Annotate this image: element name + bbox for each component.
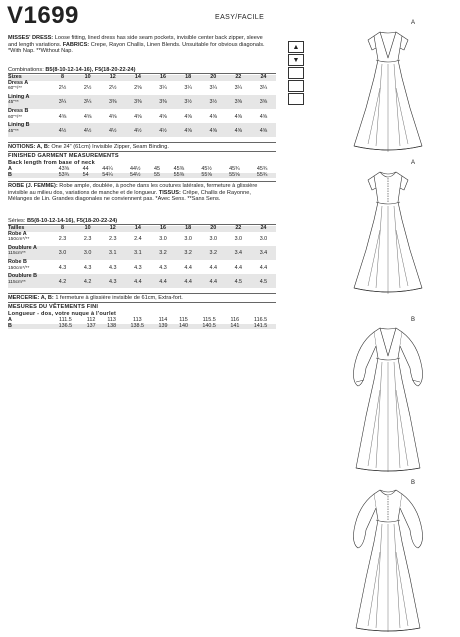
yardage-cell: 4.4 xyxy=(184,278,192,285)
size-cell: 18 xyxy=(185,74,192,80)
size-cell: 16 xyxy=(159,74,166,80)
dress-a-front-illustration xyxy=(338,28,438,158)
yardage-cell: 3¼ xyxy=(159,85,167,92)
series-label: Séries: xyxy=(8,218,26,224)
row-width-label: 115cm** xyxy=(8,251,26,257)
measurement-cell: 115 xyxy=(179,317,188,323)
measurement-cell: 140 xyxy=(178,322,188,329)
yardage-cell: 3⅝ xyxy=(234,99,243,106)
measurement-cell: 141.5 xyxy=(253,322,268,329)
description-en-heading: MISSES' DRESS: xyxy=(8,35,54,41)
yardage-cell: 3.2 xyxy=(159,250,167,257)
row-title-label: Dress A xyxy=(8,79,29,86)
measurement-cell: 138.5 xyxy=(130,322,145,329)
measurement-cell: 113 xyxy=(107,317,116,323)
yardage-cell: 3.0 xyxy=(184,236,192,243)
yardage-cell: 2½ xyxy=(109,85,117,92)
yardage-cell: 4⅝ xyxy=(83,113,92,120)
yardage-cell: 3½ xyxy=(184,99,192,106)
yardage-cell: 3.0 xyxy=(209,236,217,243)
difficulty-label: EASY/FACILE xyxy=(215,14,265,21)
row-width-label: 60"*/** xyxy=(8,114,22,120)
finished-table-fr xyxy=(8,318,276,329)
view-letter: B xyxy=(8,322,12,329)
yardage-cell: 4.5 xyxy=(259,278,268,285)
yardage-cell: 3⅜ xyxy=(159,99,167,106)
fabrics-en-body: Crepe, Rayon Challis, Linen Blends. Unsuitable for obvious diagonals. *With Nap. **Without Nap. xyxy=(8,41,265,54)
size-cell: 14 xyxy=(134,74,141,80)
measurement-cell: 45⅜ xyxy=(173,166,185,172)
measurement-cell: 140.5 xyxy=(202,322,216,329)
spacer-row xyxy=(8,285,276,288)
description-en-body: Loose fitting, lined dress has side seam pockets, invisible center back zipper, sleeve and length variations. xyxy=(8,35,263,48)
yardage-cell: 4⅝ xyxy=(259,127,268,134)
measurement-cell: 116 xyxy=(230,317,240,323)
view-label-a-front: A xyxy=(411,20,416,26)
description-fr xyxy=(8,183,273,203)
size-cell: 24 xyxy=(260,74,267,80)
dress-a-back-illustration xyxy=(338,168,438,298)
measurement-cell: 139 xyxy=(158,322,168,329)
selector-box-empty xyxy=(288,93,304,105)
yardage-cell: 3.0 xyxy=(259,236,268,243)
yardage-cell: 3¼ xyxy=(209,85,217,92)
measurement-cell: 54½ xyxy=(129,171,141,178)
selector-box-empty xyxy=(288,80,304,92)
yardage-cell: 2.4 xyxy=(134,236,142,243)
size-cell: 22 xyxy=(235,225,242,231)
yardage-cell: 3⅜ xyxy=(109,99,117,106)
combinations-label: Combinations: xyxy=(8,67,44,73)
measurement-cell: 55⅝ xyxy=(201,171,212,178)
measurement-cell: 44 xyxy=(82,166,89,172)
size-cell: 20 xyxy=(210,225,217,231)
size-cell: 24 xyxy=(260,225,267,231)
divider xyxy=(8,181,276,182)
measurement-cell: 54 xyxy=(82,171,89,178)
view-label-b-front: B xyxy=(411,317,416,323)
notions-en xyxy=(8,144,273,151)
spacer-row xyxy=(8,134,276,137)
finished-fr-subheading: Longueur - dos, votre nuque à l'ourlet xyxy=(8,311,117,317)
description-en xyxy=(8,35,273,55)
size-cell: 14 xyxy=(134,225,141,231)
size-cell: 12 xyxy=(109,225,116,231)
yardage-cell: 4.4 xyxy=(209,278,217,285)
yardage-cell: 4⅝ xyxy=(159,113,167,120)
pattern-number: V1699 xyxy=(7,2,79,29)
finished-row xyxy=(8,173,276,179)
measurement-cell: 55¾ xyxy=(256,171,268,178)
row-title-label: Robe B xyxy=(8,258,27,265)
view-letter: B xyxy=(8,171,12,178)
measurement-cell: 45½ xyxy=(201,166,212,172)
yardage-table-en xyxy=(8,75,276,137)
view-label-a-back: A xyxy=(411,160,416,166)
measurement-cell: 112 xyxy=(86,317,96,323)
yardage-cell: 3¼ xyxy=(83,99,92,106)
yardage-cell: 4.4 xyxy=(134,278,142,285)
size-cell: 22 xyxy=(235,74,242,80)
yardage-cell: 3.1 xyxy=(134,250,142,257)
notions-fr-label: MERCERIE: A, B: xyxy=(8,295,54,301)
yardage-cell: 4.2 xyxy=(58,278,67,285)
yardage-cell: 3.4 xyxy=(234,250,243,257)
yardage-cell: 3¼ xyxy=(58,99,67,106)
yardage-cell: 4⅝ xyxy=(234,113,243,120)
yardage-cell: 4⅝ xyxy=(209,113,217,120)
yardage-cell: 4.4 xyxy=(209,264,217,271)
size-cell: 8 xyxy=(61,74,65,80)
row-width-label: 45"** xyxy=(8,100,19,106)
combinations-b5: B5(8-10-12-14-16), xyxy=(45,67,94,73)
yardage-cell: 4.5 xyxy=(234,278,243,285)
yardage-cell: 2.3 xyxy=(58,236,67,243)
row-title-label: Lining B xyxy=(8,122,30,129)
measurement-cell: 138 xyxy=(107,322,117,329)
yardage-cell: 2.3 xyxy=(109,236,117,243)
spacer-cell xyxy=(8,134,276,137)
yardage-cell: 4½ xyxy=(109,127,117,134)
measurement-cell: 114 xyxy=(158,317,168,323)
divider xyxy=(8,293,276,294)
measurement-cell: 44¼ xyxy=(102,166,113,172)
size-cell: 8 xyxy=(61,225,65,231)
yardage-cell: 4.3 xyxy=(83,264,92,271)
finished-row xyxy=(8,324,276,330)
yardage-cell: 4.2 xyxy=(83,278,92,285)
row-width-label: 60"*/** xyxy=(8,86,22,92)
yardage-cell: 4.3 xyxy=(109,278,117,285)
view-label-b-back: B xyxy=(411,480,416,486)
size-cell: 16 xyxy=(159,225,166,231)
description-fr-heading: ROBE (J. FEMME): xyxy=(8,183,58,189)
yardage-cell: 4½ xyxy=(58,127,67,134)
yardage-cell: 2½ xyxy=(83,85,92,92)
row-title-label: Lining A xyxy=(8,93,30,100)
finished-fr-heading: MESURES DU VÊTEMENTS FINI xyxy=(8,304,99,310)
description-fr-body: Robe ample, doublée, à poche dans les coutures latérales, fermeture à glissière invisible au milieu dos, variations de manche et de longueur. xyxy=(8,183,258,196)
yardage-cell: 3½ xyxy=(209,99,217,106)
row-width-label: 45"** xyxy=(8,128,19,134)
yardage-table-fr xyxy=(8,226,276,288)
sizes-label: Tailles xyxy=(8,225,25,231)
dress-b-back-illustration xyxy=(332,486,444,636)
yardage-cell: 4⅝ xyxy=(184,113,192,120)
row-width-label: 150cm*/** xyxy=(8,237,30,243)
combinations-f5: F5(18-20-22-24) xyxy=(94,67,136,73)
finished-en-subheading: Back length from base of neck xyxy=(8,160,95,166)
yardage-cell: 3.0 xyxy=(234,236,243,243)
measurement-cell: 115.5 xyxy=(202,317,216,323)
yardage-cell: 4.3 xyxy=(109,264,117,271)
yardage-cell: 3.2 xyxy=(184,250,192,257)
row-title-label: Doublure B xyxy=(8,273,38,280)
measurement-cell: 54¼ xyxy=(102,171,113,178)
yardage-cell: 3.2 xyxy=(209,250,217,257)
fabrics-fr-label: TISSUS: xyxy=(158,189,181,196)
yardage-cell: 3⅝ xyxy=(259,99,268,106)
measurement-cell: 137 xyxy=(86,322,96,329)
yardage-cell: 4.3 xyxy=(58,264,67,271)
row-title-label: Doublure A xyxy=(8,244,37,251)
yardage-cell: 3.4 xyxy=(259,250,268,257)
row-width-label: 150cm*/** xyxy=(8,265,30,271)
sizes-label: Sizes xyxy=(8,74,22,80)
yardage-cell: 2⅝ xyxy=(134,85,142,92)
measurement-cell: 55⅝ xyxy=(229,171,240,178)
divider xyxy=(8,151,276,152)
size-cell: 10 xyxy=(84,225,91,231)
triangle-down-icon: ▼ xyxy=(288,54,304,66)
yardage-cell: 3⅜ xyxy=(134,99,142,106)
finished-table-en xyxy=(8,167,276,178)
yardage-cell: 3¼ xyxy=(259,85,268,92)
triangle-up-icon: ▲ xyxy=(288,41,304,53)
measurement-cell: 55 xyxy=(154,171,161,178)
yardage-cell: 4.3 xyxy=(159,264,167,271)
yardage-cell: 4⅝ xyxy=(184,127,192,134)
measurement-cell: 141 xyxy=(230,322,240,329)
yardage-cell: 4½ xyxy=(159,127,167,134)
measurement-cell: 116.5 xyxy=(254,317,268,323)
measurement-cell: 53¾ xyxy=(58,171,70,178)
size-cell: 18 xyxy=(185,225,192,231)
yardage-cell: 4⅝ xyxy=(134,113,142,120)
notions-fr-body: 1 fermeture à glissière invisible de 61cm, Extra-fort. xyxy=(55,295,183,301)
yardage-cell: 2½ xyxy=(58,85,67,92)
measurement-cell: 136.5 xyxy=(58,322,73,329)
yardage-cell: 3.0 xyxy=(83,250,92,257)
yardage-cell: 4⅝ xyxy=(109,113,117,120)
measurement-cell: 113 xyxy=(132,317,142,323)
measurement-cell: 43⅝ xyxy=(58,166,70,172)
yardage-cell: 3¼ xyxy=(184,85,192,92)
yardage-cell: 4½ xyxy=(134,127,142,134)
spacer-cell xyxy=(8,285,276,288)
yardage-cell: 3.0 xyxy=(58,250,67,257)
divider xyxy=(8,302,276,303)
row-title-label: Dress B xyxy=(8,107,29,114)
size-cell: 10 xyxy=(84,74,91,80)
yardage-cell: 3.1 xyxy=(109,250,117,257)
yardage-cell: 4⅝ xyxy=(234,127,243,134)
measurement-cell: 55⅜ xyxy=(173,171,185,178)
yardage-cell: 4.4 xyxy=(259,264,268,271)
notions-en-label: NOTIONS: A, B: xyxy=(8,144,50,150)
yardage-cell: 4⅝ xyxy=(209,127,217,134)
measurement-cell: 45¾ xyxy=(256,166,268,172)
yardage-cell: 3¼ xyxy=(234,85,243,92)
dress-b-front-illustration xyxy=(332,324,444,476)
yardage-cell: 4⅝ xyxy=(58,113,67,120)
yardage-cell: 3.0 xyxy=(159,236,167,243)
row-title-label: Robe A xyxy=(8,230,27,237)
size-cell: 12 xyxy=(109,74,116,80)
size-cell: 20 xyxy=(210,74,217,80)
measurement-cell: 111.5 xyxy=(59,317,72,323)
fabrics-en-label: FABRICS: xyxy=(62,41,90,48)
fabrics-fr-body: Crêpe, Challis de Rayonne, Mélanges de Lin. Grandes diagonales ne conviennent pas. *Avec Sens. **Sans Sens. xyxy=(8,189,251,202)
measurement-cell: 45¾ xyxy=(229,166,240,172)
notions-en-body: One 24" (61cm) Invisible Zipper, Seam Binding. xyxy=(51,144,169,150)
yardage-cell: 4⅝ xyxy=(259,113,268,120)
yardage-cell: 2.3 xyxy=(83,236,92,243)
series-f5: F5(18-20-22-24) xyxy=(76,218,118,224)
series-b5: B5(8-10-12-14-16), xyxy=(26,218,75,224)
row-width-label: 115cm** xyxy=(8,279,26,285)
yardage-cell: 4½ xyxy=(83,127,92,134)
selector-box-empty xyxy=(288,67,304,79)
measurement-cell: 45 xyxy=(154,166,161,172)
finished-en-heading: FINISHED GARMENT MEASUREMENTS xyxy=(8,153,119,159)
divider xyxy=(8,142,276,143)
notions-fr xyxy=(8,295,273,302)
yardage-cell: 4.4 xyxy=(159,278,167,285)
size-selector xyxy=(288,41,304,106)
view-letter: A xyxy=(8,317,12,323)
yardage-cell: 4.4 xyxy=(234,264,243,271)
measurement-cell: 44½ xyxy=(129,166,141,172)
yardage-cell: 4.3 xyxy=(134,264,142,271)
view-letter: A xyxy=(8,166,12,172)
yardage-cell: 4.4 xyxy=(184,264,192,271)
